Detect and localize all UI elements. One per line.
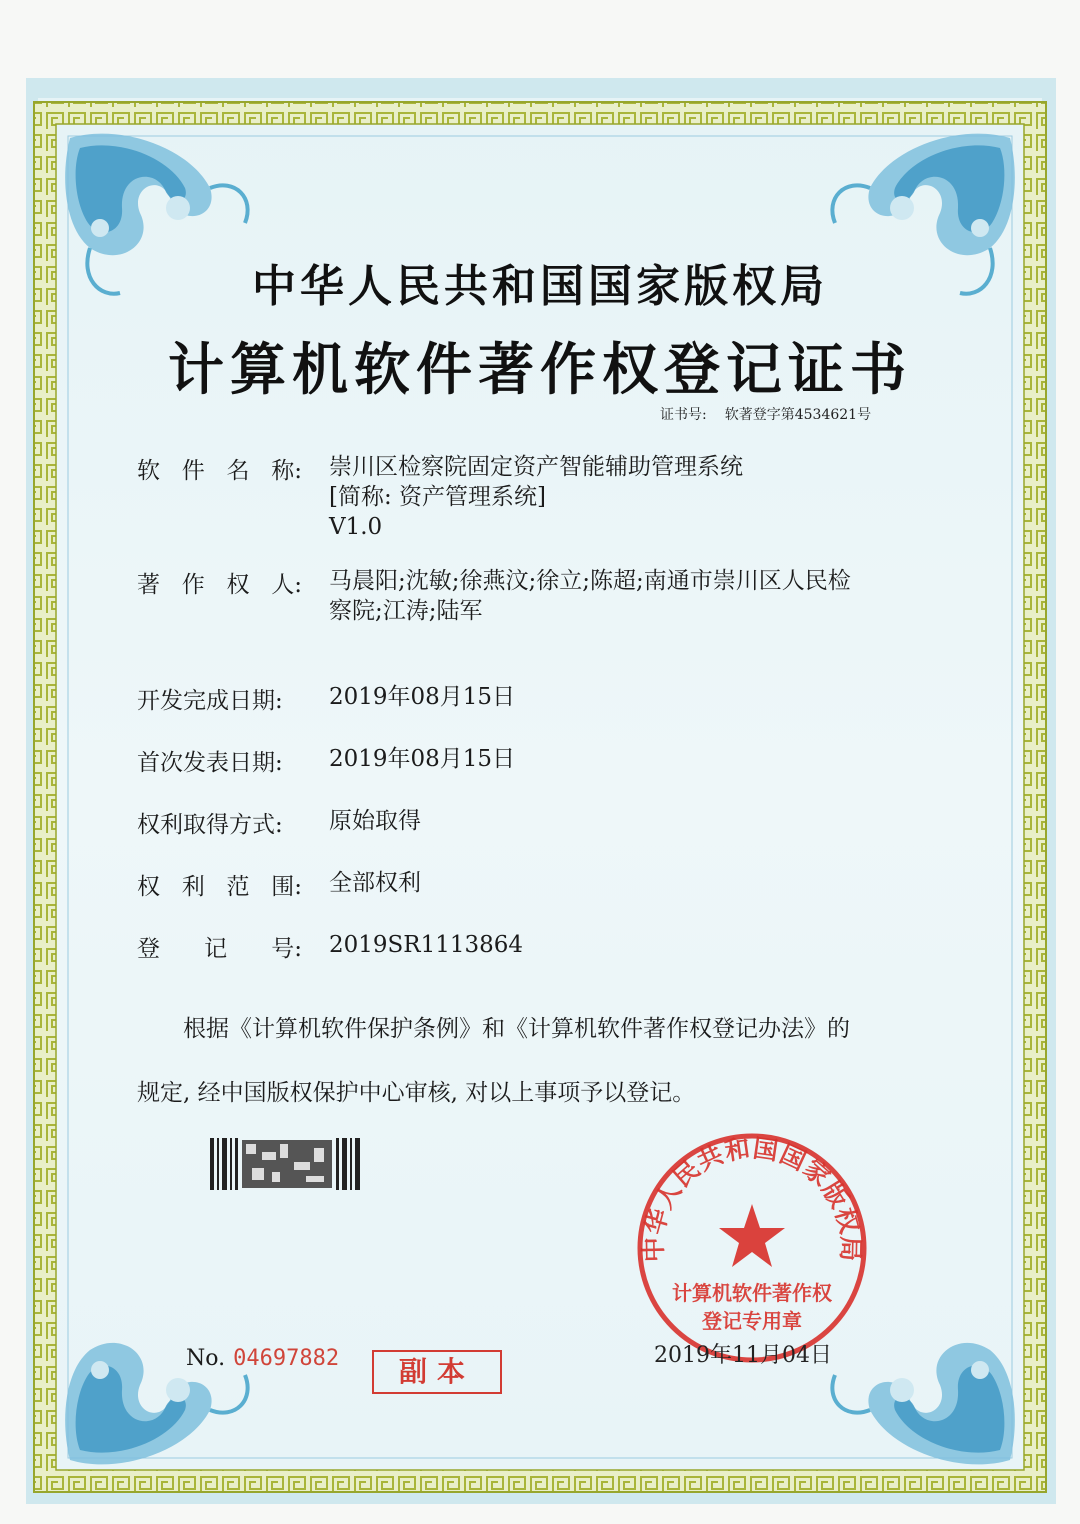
duplicate-stamp: 副本 (372, 1350, 502, 1394)
field-registration-number (137, 930, 959, 963)
field-acquisition-method (137, 806, 959, 839)
rights-scope-label (137, 868, 302, 901)
barcode (210, 1138, 362, 1190)
registration-number-label (137, 930, 302, 963)
label-char: 号: (271, 936, 302, 962)
serial-number (186, 1346, 339, 1371)
field-copyright-owners (137, 566, 959, 626)
label-char: 利 (181, 874, 205, 900)
label-char: 件 (181, 458, 205, 484)
issue-date: 2019年11月04日 (654, 1343, 832, 1368)
acquisition-method-label: 权利取得方式: (137, 812, 283, 838)
software-version-line: V1.0 (329, 514, 383, 540)
seal-inner-line-2: 登记专用章 (702, 1309, 802, 1333)
corner-scroll-bottom-left (60, 1290, 260, 1470)
owners-line: 马晨阳;沈敏;徐燕汶;徐立;陈超;南通市崇川区人民检 (329, 568, 851, 594)
label-char: 软 (137, 458, 160, 484)
first-publish-date-label: 首次发表日期: (137, 750, 283, 776)
official-seal (632, 1128, 872, 1368)
field-software-name (137, 452, 959, 542)
software-short-name-line: [简称: 资产管理系统] (329, 484, 547, 510)
label-char: 权 (137, 874, 160, 900)
seal-inner-line-1: 计算机软件著作权 (672, 1281, 832, 1305)
label-char: 围: (271, 874, 302, 900)
statement-line-1: 根据《计算机软件保护条例》和《计算机软件著作权登记办法》的 (183, 1016, 850, 1042)
owners-value (329, 566, 959, 626)
owners-line: 察院;江涛;陆军 (329, 598, 483, 624)
certificate-title: 计算机软件著作权登记证书 (168, 337, 912, 403)
statement-line-2: 规定, 经中国版权保护中心审核, 对以上事项予以登记。 (137, 1080, 696, 1106)
label-char: 著 (137, 572, 160, 598)
serial-number-value: 04697882 (233, 1346, 340, 1371)
label-char: 权 (226, 572, 250, 598)
field-dev-complete-date (137, 682, 959, 715)
software-name-value (329, 452, 959, 542)
rights-scope-value: 全部权利 (329, 870, 421, 896)
seal-star-icon (719, 1204, 785, 1267)
field-first-publish-date (137, 744, 959, 777)
first-publish-date-value: 2019年08月15日 (329, 746, 516, 772)
certificate-number-label: 证书号: (660, 407, 707, 423)
certificate-number (660, 404, 871, 424)
dev-complete-date-label: 开发完成日期: (137, 688, 283, 714)
software-name-label (137, 452, 302, 542)
dev-complete-date-value: 2019年08月15日 (329, 684, 516, 710)
owners-label (137, 566, 302, 626)
label-char: 作 (181, 572, 205, 598)
label-char: 人: (271, 572, 302, 598)
label-char: 名 (226, 458, 250, 484)
acquisition-method-value: 原始取得 (329, 808, 421, 834)
serial-number-label: No. (186, 1346, 226, 1371)
seal-outer-text: 中华人民共和国国家版权局 (638, 1133, 866, 1263)
issuing-authority: 中华人民共和国国家版权局 (252, 261, 828, 312)
label-char: 记 (204, 936, 228, 962)
certificate-number-value: 软著登字第4534621号 (724, 407, 872, 423)
registration-number-value: 2019SR1113864 (329, 932, 524, 958)
software-name-line: 崇川区检察院固定资产智能辅助管理系统 (329, 454, 743, 480)
label-char: 称: (271, 458, 302, 484)
label-char: 登 (137, 936, 160, 962)
field-rights-scope (137, 868, 959, 901)
label-char: 范 (226, 874, 250, 900)
